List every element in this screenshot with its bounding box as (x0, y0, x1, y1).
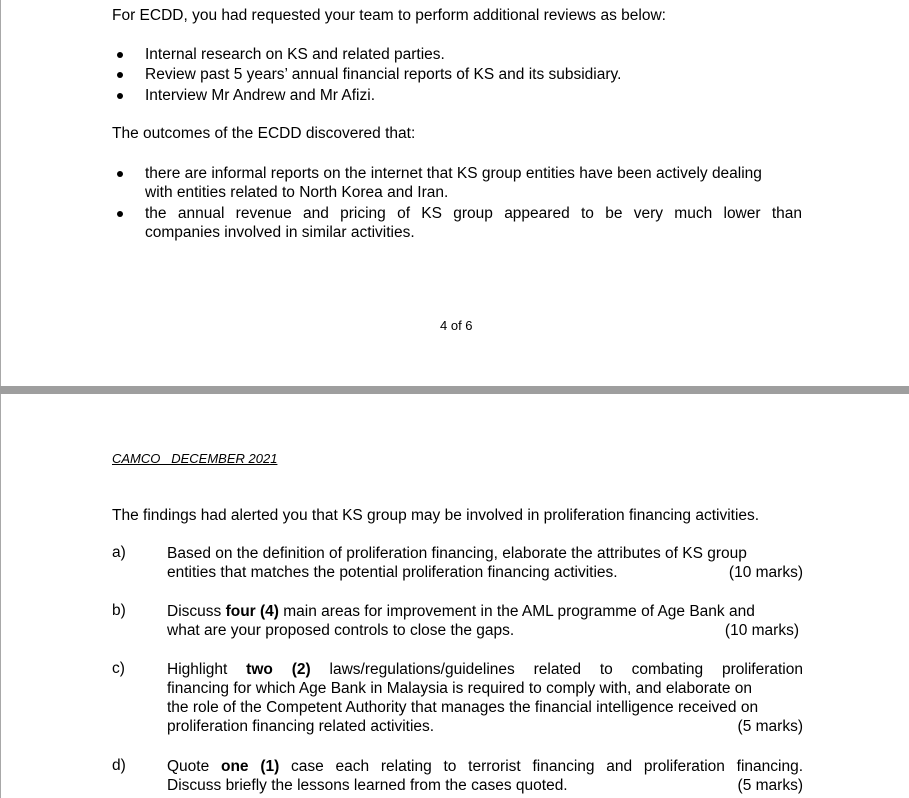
page-5 (0, 394, 909, 798)
outcomes-intro: The outcomes of the ECDD discovered that: (112, 125, 416, 142)
marks: (5 marks) (737, 777, 803, 794)
question-label: a) (112, 544, 126, 561)
outcome-item-line: there are informal reports on the internet that KS group entities have been actively dealing (145, 165, 762, 182)
question-line: the role of the Competent Authority that manages the financial intelligence received on (167, 699, 759, 716)
question-line: proliferation financing related activities. (5 marks) (167, 718, 803, 735)
review-item: Interview Mr Andrew and Mr Afizi. (145, 87, 375, 104)
bullet-icon (117, 93, 123, 99)
marks: (10 marks) (728, 564, 803, 581)
question-line: entities that matches the potential proliferation financing activities. (10 marks) (167, 564, 803, 581)
outcome-item-line: the annual revenue and pricing of KS group appeared to be very much lower than (145, 205, 802, 222)
bullet-icon (117, 72, 123, 78)
page-separator (0, 386, 909, 394)
findings-statement: The findings had alerted you that KS group may be involved in proliferation financing activities. (112, 507, 760, 524)
question-label: c) (112, 660, 125, 677)
question-b (167, 602, 799, 640)
question-line: Discuss briefly the lessons learned from the cases quoted. (5 marks) (167, 777, 803, 794)
document-header: CAMCO DECEMBER 2021 (112, 451, 278, 466)
question-line: Discuss four (4) main areas for improvement in the AML programme of Age Bank and (167, 603, 755, 620)
bullet-icon (117, 211, 123, 217)
question-c (167, 660, 803, 736)
outcome-item-line: with entities related to North Korea and Iran. (145, 184, 449, 201)
outcome-item-line: companies involved in similar activities. (145, 224, 415, 241)
review-item: Review past 5 years’ annual financial reports of KS and its subsidiary. (145, 66, 622, 83)
question-d (167, 757, 803, 795)
question-line: Highlight two (2) laws/regulations/guidelines related to combating proliferation (167, 661, 803, 678)
question-line: financing for which Age Bank in Malaysia is required to comply with, and elaborate on (167, 680, 753, 697)
ecdd-intro: For ECDD, you had requested your team to perform additional reviews as below: (112, 7, 666, 24)
question-label: d) (112, 757, 126, 774)
question-line: what are your proposed controls to close the gaps. (10 marks) (167, 622, 799, 639)
review-item: Internal research on KS and related parties. (145, 46, 445, 63)
question-line: Quote one (1) case each relating to terrorist financing and proliferation financing. (167, 758, 804, 775)
bullet-icon (117, 52, 123, 58)
page-number: 4 of 6 (440, 318, 473, 333)
question-a (167, 544, 803, 582)
page-4 (0, 0, 909, 386)
marks: (10 marks) (724, 622, 799, 639)
marks: (5 marks) (737, 718, 803, 735)
question-line: Based on the definition of proliferation financing, elaborate the attributes of KS group (167, 545, 747, 562)
question-label: b) (112, 602, 126, 619)
bullet-icon (117, 171, 123, 177)
